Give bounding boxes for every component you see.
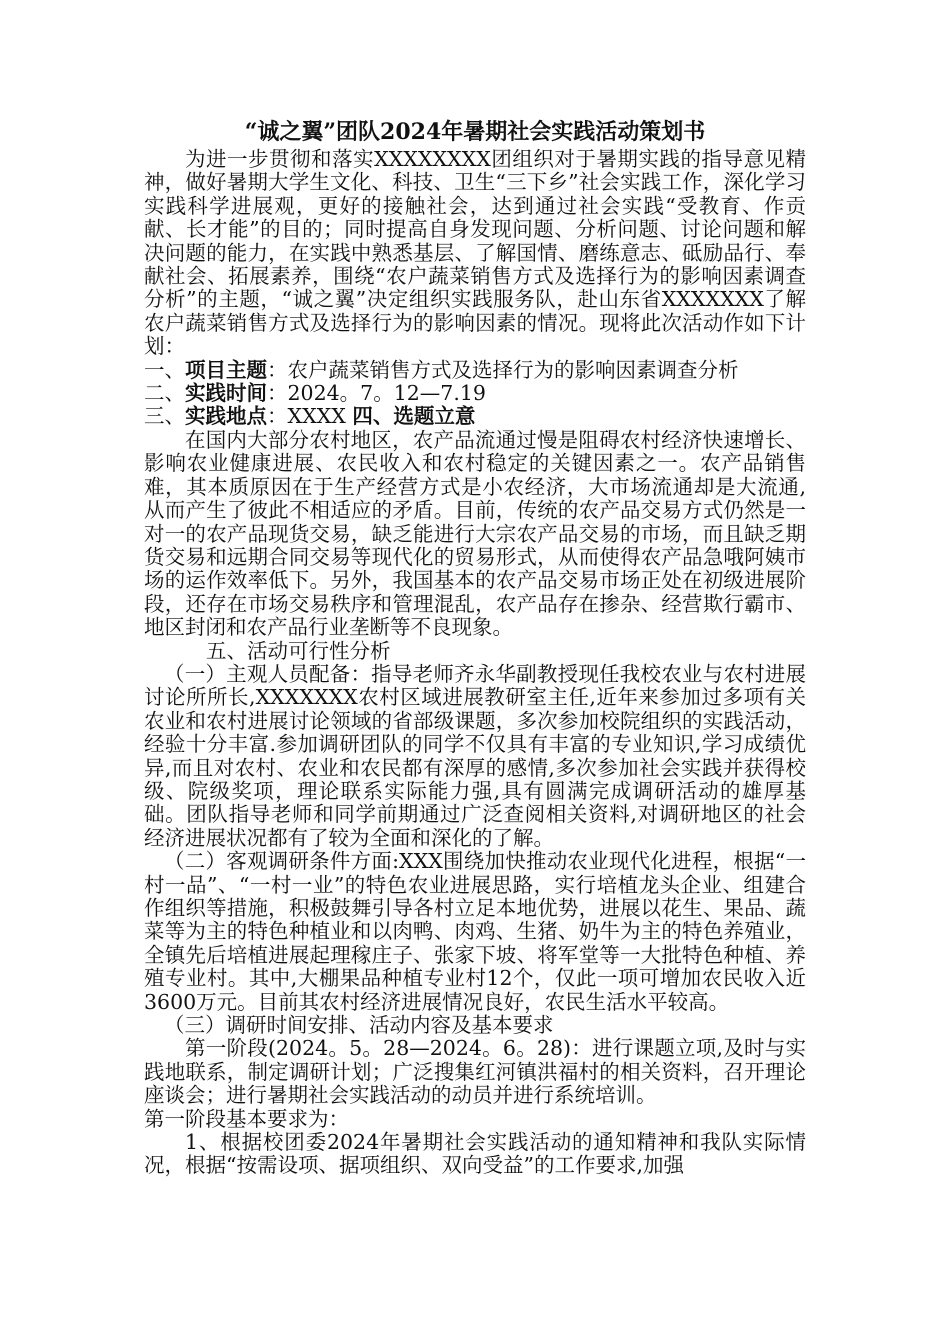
requirement-one-paragraph: 1、根据校团委2024年暑期社会实践活动的通知精神和我队实际情况，根据“按需设项、据项组织、双向受益”的工作要求,加强 xyxy=(144,1130,806,1178)
subsection-heading-schedule: （三）调研时间安排、活动内容及基本要求 xyxy=(164,1013,554,1038)
item-label: 实践地点 xyxy=(185,404,267,429)
item-practice-location xyxy=(144,405,806,428)
stage-one-paragraph: 第一阶段(2024。5。28—2024。6。28)：进行课题立项,及时与实践地联系，制定调研计划；广泛搜集红河镇洪福村的相关资料，召开理论座谈会；进行暑期社会实践活动的动员并进行系统培训。 xyxy=(144,1036,806,1108)
item-project-theme xyxy=(144,359,806,382)
section-heading-topic: 四、选题立意 xyxy=(352,404,476,429)
item-value: ：农户蔬菜销售方式及选择行为的影响因素调查分析 xyxy=(267,357,739,382)
item-practice-time xyxy=(144,382,806,405)
stage-one-requirements-heading: 第一阶段基本要求为： xyxy=(144,1106,349,1131)
objective-conditions-paragraph: （二）客观调研条件方面:XXX围绕加快推动农业现代化进程，根据“一村一品”、“一村一业”的特色农业进展思路，实行培植龙头企业、组建合作组织等措施，积极鼓舞引导各村立足本地优势，进展以花生、果品、蔬菜等为主的特色种植业和以肉鸭、肉鸡、生猪、奶牛为主的特色养殖业，全镇先后培植进展起理稼庄子、张家下坡、将军堂等一大批特色种植、养殖专业村。其中,大棚果品种植专业村12个，仅此一项可增加农民收入近3600万元。目前其农村经济进展情况良好，农民生活水平较高。 xyxy=(144,849,806,1014)
document-page xyxy=(144,118,806,1178)
topic-paragraph: 在国内大部分农村地区，农产品流通过慢是阻碍农村经济快速增长、影响农业健康进展、农民收入和农村稳定的关键因素之一。农产品销售难，其本质原因在于生产经营方式是小农经济，大市场流通却是大流通,从而产生了彼此不相适应的矛盾。目前，传统的农产品交易方式仍然是一对一的农产品现货交易，缺乏能进行大宗农产品交易的市场，而且缺乏期货交易和远期合同交易等现代化的贸易形式，从而使得农产品急哦阿姨市场的运作效率低下。另外，我国基本的农产品交易市场正处在初级进展阶段，还存在市场交易秩序和管理混乱，农产品存在掺杂、经营欺行霸市、地区封闭和农产品行业垄断等不良现象。 xyxy=(144,427,806,640)
item-label: 实践时间 xyxy=(185,381,267,406)
item-prefix: 一、 xyxy=(144,357,185,382)
item-label: 项目主题 xyxy=(185,357,267,382)
item-prefix: 三、 xyxy=(144,404,185,429)
item-value: ：2024。7。12—7.19 xyxy=(267,381,486,406)
intro-paragraph: 为进一步贯彻和落实XXXXXXXX团组织对于暑期实践的指导意见精神，做好暑期大学生文化、科技、卫生“三下乡”社会实践工作，深化学习实践科学进展观，更好的接触社会，达到通过社会实践“受教育、作贡献、长才能”的目的；同时提高自身发现问题、分析问题、讨论问题和解决问题的能力，在实践中熟悉基层、了解国情、磨练意志、砥励品行、奉献社会、拓展素养，围绕“农户蔬菜销售方式及选择行为的影响因素调查分析”的主题，“诚之翼”决定组织实践服务队，赴山东省XXXXXXX了解农户蔬菜销售方式及选择行为的影响因素的情况。现将此次活动作如下计划： xyxy=(144,147,806,359)
section-heading-feasibility: 五、活动可行性分析 xyxy=(206,638,391,663)
item-value: ：XXXX xyxy=(267,404,346,429)
item-prefix: 二、 xyxy=(144,381,185,406)
document-title: “诚之翼”团队2024年暑期社会实践活动策划书 xyxy=(244,119,706,145)
subjective-staff-paragraph: （一）主观人员配备：指导老师齐永华副教授现任我校农业与农村进展讨论所所长,XXXXXXX农村区域进展教研室主任,近年来参加过多项有关农业和农村进展讨论领域的省部级课题，多次参加校院组织的实践活动，经验十分丰富.参加调研团队的同学不仅具有丰富的专业知识,学习成绩优异,而且对农村、农业和农民都有深厚的感情,多次参加社会实践并获得校级、院级奖项，理论联系实际能力强,具有圆满完成调研活动的雄厚基础。团队指导老师和同学前期通过广泛查阅相关资料,对调研地区的社会经济进展状况都有了较为全面和深化的了解。 xyxy=(144,661,806,850)
